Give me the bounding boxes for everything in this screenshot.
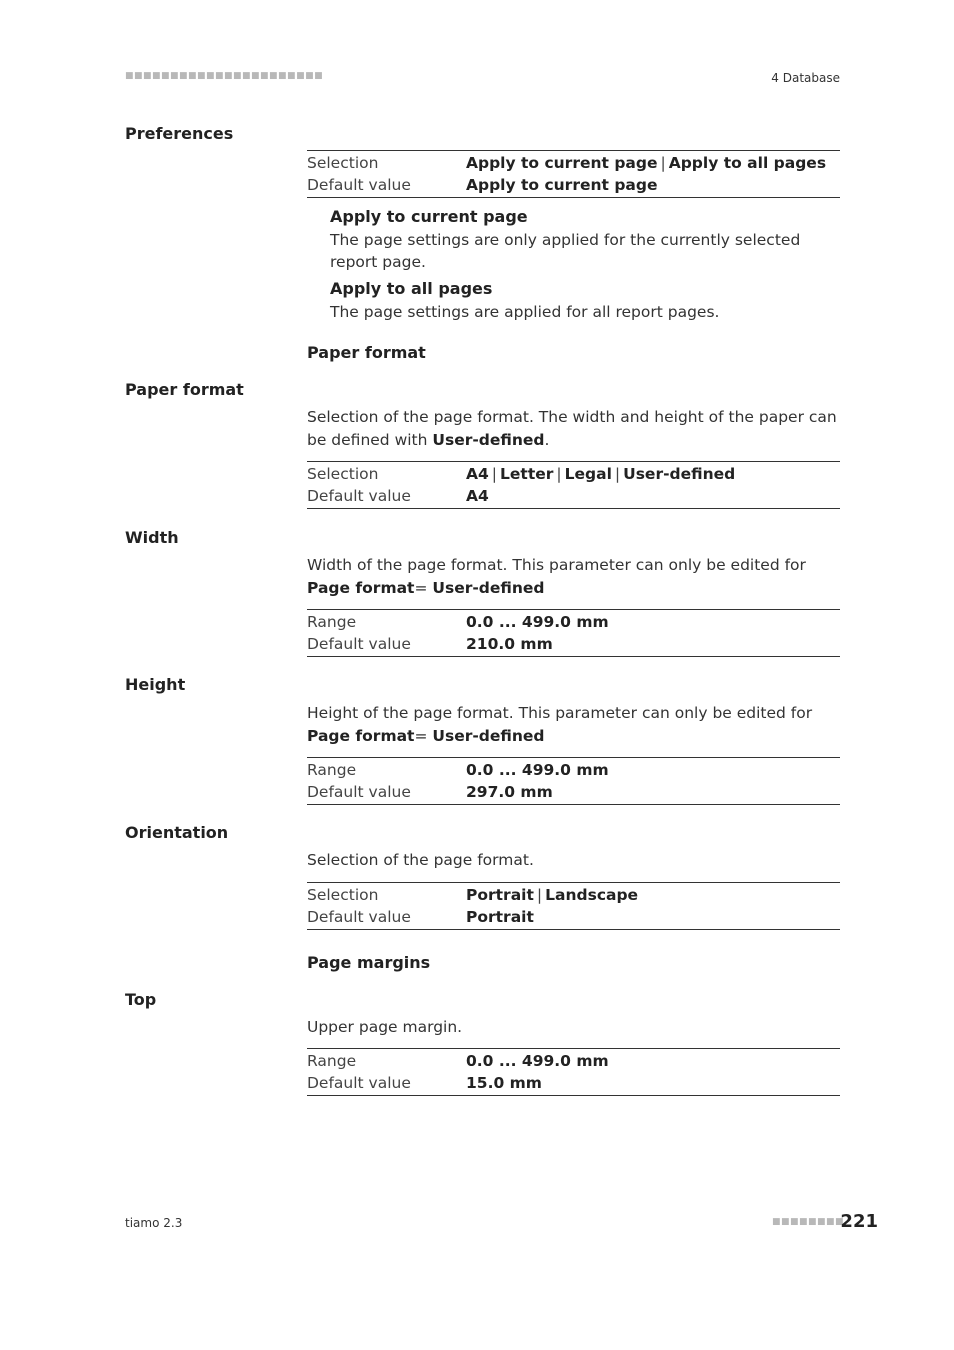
table-row <box>307 906 840 928</box>
table-row <box>307 485 840 507</box>
param-label: Default value <box>307 783 411 801</box>
top-description: Upper page margin. <box>307 1018 463 1036</box>
section-title-width: Width <box>125 528 179 547</box>
param-options: Apply to current page | Apply to all pages <box>466 154 827 172</box>
table-row <box>307 781 840 803</box>
default-value: 297.0 mm <box>466 783 553 801</box>
param-options: Portrait | Landscape <box>466 886 639 904</box>
option-value: User-defined <box>623 465 736 483</box>
option-value: Apply to current page <box>466 154 658 172</box>
option-value: Landscape <box>545 886 639 904</box>
orientation-param-table <box>307 882 840 930</box>
param-label: Selection <box>307 465 379 483</box>
table-row <box>307 152 840 174</box>
param-label: Default value <box>307 487 411 505</box>
table-row <box>307 174 840 196</box>
header-decoration: ■■■■■■■■■■■■■■■■■■■■■■ <box>125 71 324 81</box>
param-label: Selection <box>307 886 379 904</box>
param-label: Default value <box>307 176 411 194</box>
option-value: Portrait <box>466 886 534 904</box>
param-label: Range <box>307 1052 357 1070</box>
default-value: Portrait <box>466 908 534 926</box>
group-title-paper-format: Paper format <box>307 343 426 362</box>
param-options: A4 | Letter | Legal | User-defined <box>466 465 736 483</box>
option-description: The page settings are applied for all report pages. <box>330 303 720 321</box>
width-description: Width of the page format. This parameter can only be edited for Page format= User-defined <box>307 556 806 597</box>
option-value: Legal <box>564 465 612 483</box>
preferences-param-table <box>307 150 840 198</box>
default-value: A4 <box>466 487 489 505</box>
footer-decoration: ■■■■■■■■ <box>772 1217 845 1227</box>
section-title-height: Height <box>125 675 186 694</box>
table-row <box>307 1072 840 1094</box>
option-title: Apply to all pages <box>330 279 493 298</box>
param-label: Default value <box>307 635 411 653</box>
section-title-orientation: Orientation <box>125 823 229 842</box>
group-title-page-margins: Page margins <box>307 953 431 972</box>
option-title: Apply to current page <box>330 207 528 226</box>
param-label: Selection <box>307 154 379 172</box>
range-value: 0.0 ... 499.0 mm <box>466 1052 609 1070</box>
table-row <box>307 759 840 781</box>
top-param-table <box>307 1048 840 1096</box>
table-row <box>307 884 840 906</box>
chapter-title: 4 Database <box>771 71 840 85</box>
section-title-preferences: Preferences <box>125 124 234 143</box>
option-value: Letter <box>500 465 554 483</box>
default-value: Apply to current page <box>466 176 658 194</box>
height-description: Height of the page format. This parameter can only be edited for Page format= User-defined <box>307 704 813 745</box>
paper-format-param-table <box>307 461 840 509</box>
range-value: 0.0 ... 499.0 mm <box>466 761 609 779</box>
default-value: 15.0 mm <box>466 1074 542 1092</box>
param-label: Range <box>307 613 357 631</box>
param-label: Default value <box>307 1074 411 1092</box>
range-value: 0.0 ... 499.0 mm <box>466 613 609 631</box>
orientation-description: Selection of the page format. <box>307 851 534 869</box>
height-param-table <box>307 757 840 805</box>
option-value: Apply to all pages <box>668 154 827 172</box>
table-row <box>307 633 840 655</box>
param-label: Default value <box>307 908 411 926</box>
paper-format-description: Selection of the page format. The width and height of the paper can be defined with User-defined. <box>307 408 837 449</box>
page-number: 221 <box>840 1211 878 1232</box>
table-row <box>307 463 840 485</box>
section-title-top: Top <box>125 990 157 1009</box>
table-row <box>307 611 840 633</box>
footer-product: tiamo 2.3 <box>125 1216 183 1230</box>
default-value: 210.0 mm <box>466 635 553 653</box>
section-title-paper-format: Paper format <box>125 380 244 399</box>
param-label: Range <box>307 761 357 779</box>
option-value: A4 <box>466 465 489 483</box>
table-row <box>307 1050 840 1072</box>
width-param-table <box>307 609 840 657</box>
option-description: The page settings are only applied for the currently selected report page. <box>330 231 801 271</box>
